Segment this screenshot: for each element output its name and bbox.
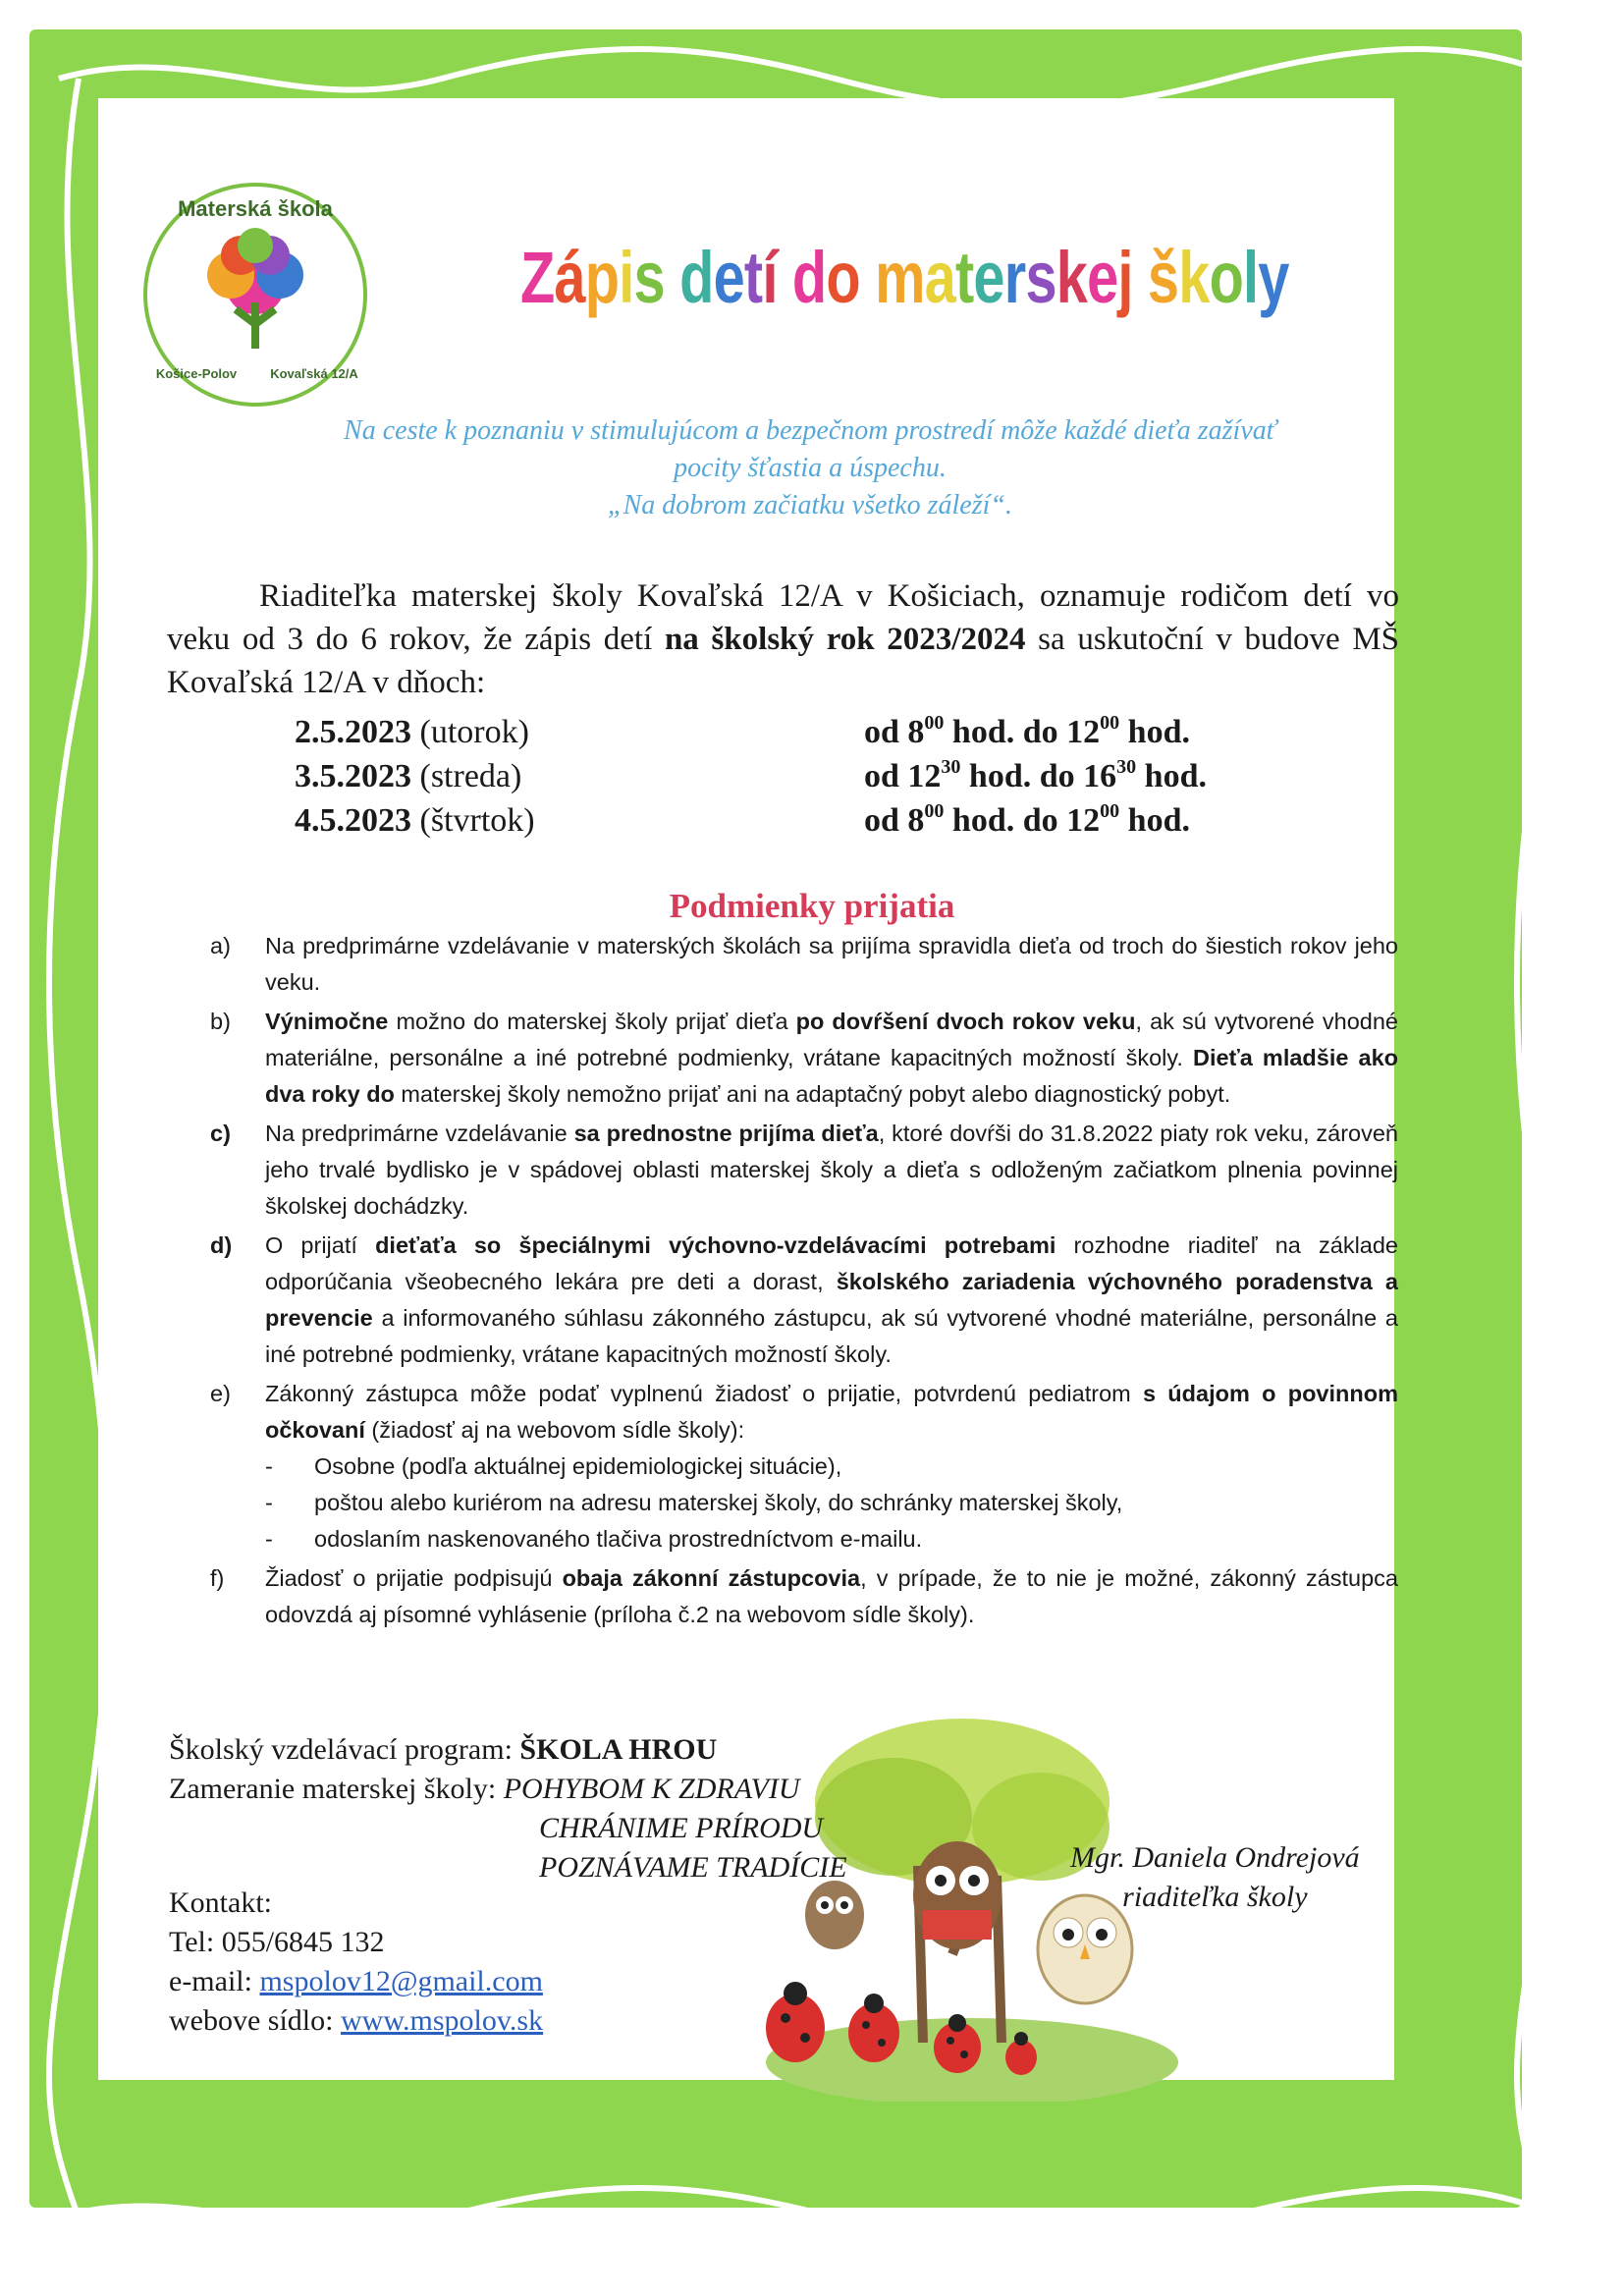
- condition-label: e): [210, 1381, 231, 1406]
- intro-paragraph: [167, 574, 1399, 704]
- to-minute: 30: [1116, 756, 1137, 778]
- from-minute: 30: [941, 756, 961, 778]
- condition-bold: obaja zákonní zástupcovia: [562, 1565, 861, 1591]
- title-letter: s: [1025, 237, 1056, 318]
- title-letter: k: [1056, 237, 1088, 318]
- condition-text: Na predprimárne vzdelávanie: [265, 1121, 574, 1146]
- condition-b: [210, 1004, 1398, 1113]
- from-minute: 00: [924, 712, 945, 734]
- condition-text: (žiadosť aj na webovom sídle školy):: [364, 1417, 745, 1443]
- condition-e: [210, 1376, 1398, 1558]
- condition-text: , ak sú vytvorené vhodné materiálne, personálne a iné potrebné podmienky, vrátane kapacitných možností školy.: [265, 1009, 1399, 1070]
- condition-label: a): [210, 933, 231, 958]
- date-row: [295, 710, 1375, 754]
- motto-line-1: Na ceste k poznaniu v stimulujúcom a bezpečnom prostredí môže každé dieťa zažívať: [344, 415, 1276, 446]
- condition-bold: Dieťa mladšie ako dva roky do: [265, 1045, 1399, 1107]
- date-row: [295, 754, 1375, 798]
- to-hour: 16: [1083, 758, 1117, 794]
- condition-c: [210, 1116, 1398, 1225]
- title-letter: š: [1147, 237, 1179, 318]
- condition-text: , v prípade, že to nie je možné, zákonný zástupca odovzdá aj písomné vyhlásenie (príloha č.2 na webovom sídle školy).: [265, 1565, 1398, 1627]
- focus-label: Zameranie materskej školy:: [169, 1773, 504, 1805]
- title-letter: d: [791, 237, 827, 318]
- website-link[interactable]: www.mspolov.sk: [340, 2004, 544, 2037]
- condition-label: d): [210, 1232, 233, 1258]
- list-item: [265, 1449, 1398, 1485]
- conditions-heading: Podmienky prijatia: [669, 887, 955, 925]
- logo-text-top: Materská škola: [178, 196, 333, 221]
- title-letter: s: [633, 237, 665, 318]
- title-letter: l: [1243, 237, 1259, 318]
- to-minute: 00: [1100, 712, 1120, 734]
- title-letter: [860, 236, 875, 319]
- condition-text: a informovaného súhlasu zákonného zástupcu, ak sú vytvorené vhodné materiálne, personálne a iné potrebné podmienky, vrátane kapacitných možností školy.: [265, 1305, 1398, 1367]
- intro-school-year: na školský rok 2023/2024: [664, 622, 1026, 657]
- condition-bold: po dovŕšení dvoch rokov veku: [795, 1009, 1136, 1034]
- condition-d: [210, 1228, 1398, 1373]
- title-letter: Z: [520, 237, 555, 318]
- title-letter: m: [875, 237, 925, 318]
- condition-bold: sa prednostne prijíma dieťa: [573, 1121, 879, 1146]
- title-letter: y: [1258, 237, 1289, 318]
- condition-label: b): [210, 1009, 231, 1034]
- title-letter: [778, 236, 792, 319]
- ladybug-icon: [848, 1994, 899, 2062]
- condition-text: , ktoré dovŕši do 31.8.2022 piaty rok veku, zároveň jeho trvalé bydlisko je v spádovej oblasti materskej školy a dieťa s odloženým začiatkom plnenia povinnej školskej dochádzky.: [265, 1121, 1399, 1219]
- title-letter: á: [554, 237, 585, 318]
- motto: [177, 412, 1443, 524]
- title-letter: j: [1117, 237, 1133, 318]
- program-label: Školský vzdelávací program:: [169, 1733, 520, 1766]
- intro-text-1: Riaditeľka materskej školy Kovaľská 12/A v Košiciach, oznamuje rodičom detí vo veku od 3 do 6 rokov, že zápis detí: [167, 578, 1399, 657]
- title-letter: í: [762, 237, 778, 318]
- condition-text: Žiadosť o prijatie podpisujú: [265, 1565, 563, 1591]
- logo-text-right: Kovaľská 12/A: [270, 366, 358, 381]
- intro-text-2: sa uskutoční v budove MŠ Kovaľská 12/A v dňoch:: [167, 622, 1400, 700]
- signature-name: Mgr. Daniela Ondrejová: [1070, 1841, 1360, 1874]
- from-hour: 12: [907, 758, 942, 794]
- motto-line-2: pocity šťastia a úspechu.: [674, 453, 947, 483]
- dash: -: [265, 1453, 273, 1479]
- condition-text: Na predprimárne vzdelávanie v materských školách sa prijíma spravidla dieťa od troch do šiestich rokov jeho veku.: [265, 933, 1398, 995]
- list-item: [265, 1521, 1398, 1558]
- condition-bold: školského zariadenia výchovného poradenstva a prevencie: [265, 1269, 1398, 1331]
- school-logo: [137, 177, 373, 412]
- motto-line-3: „Na dobrom začiatku všetko záleží“.: [608, 490, 1012, 520]
- title-letter: e: [713, 237, 744, 318]
- hour-label: hod.: [1144, 758, 1207, 794]
- title-letter: [665, 236, 679, 319]
- title-letter: k: [1178, 237, 1210, 318]
- enrollment-dates: [295, 710, 1375, 843]
- web-label: webove sídlo:: [169, 2004, 341, 2037]
- signature-role: riaditeľka školy: [1122, 1881, 1308, 1913]
- tel-value: 055/6845 132: [221, 1926, 385, 1958]
- title-letter: e: [1087, 237, 1118, 318]
- title-letter: e: [973, 237, 1004, 318]
- title-letter: o: [1209, 237, 1244, 318]
- to-hour: 12: [1066, 714, 1101, 750]
- page-title: [520, 236, 1289, 319]
- focus-item: POZNÁVAME TRADÍCIE: [539, 1851, 847, 1884]
- from-label: od: [864, 802, 899, 839]
- email-label: e-mail:: [169, 1965, 260, 1997]
- ladybug-icon: [766, 1982, 825, 2062]
- date-row: [295, 798, 1375, 843]
- title-letter: t: [743, 237, 763, 318]
- dash: -: [265, 1526, 273, 1552]
- date: 3.5.2023: [295, 758, 411, 794]
- owl-icon: [913, 1841, 1001, 1949]
- from-label: od: [864, 714, 899, 750]
- contact-heading: Kontakt:: [169, 1886, 272, 1919]
- title-letter: i: [619, 237, 634, 318]
- list-item-text: odoslaním naskenovaného tlačiva prostredníctvom e-mailu.: [314, 1526, 923, 1552]
- condition-text: materskej školy nemožno prijať ani na adaptačný pobyt alebo diagnostický pobyt.: [394, 1081, 1231, 1107]
- conditions-list: [210, 928, 1398, 1636]
- to-label: hod. do: [951, 802, 1058, 839]
- date: 2.5.2023: [295, 714, 411, 750]
- dash: -: [265, 1490, 273, 1515]
- title-letter: d: [679, 237, 714, 318]
- owl-icon: [805, 1881, 864, 1949]
- tel-label: Tel:: [169, 1926, 222, 1958]
- contact-block: [169, 1884, 543, 2041]
- from-hour: 8: [907, 714, 925, 750]
- day: (utorok): [411, 714, 529, 750]
- day: (štvrtok): [411, 802, 535, 839]
- title-letter: p: [584, 237, 620, 318]
- to-minute: 00: [1100, 800, 1120, 822]
- hour-label: hod.: [1127, 802, 1190, 839]
- from-hour: 8: [907, 802, 925, 839]
- logo-text-left: Košice-Polov: [155, 366, 238, 381]
- day: (streda): [411, 758, 522, 794]
- condition-f: [210, 1560, 1398, 1633]
- to-hour: 12: [1066, 802, 1101, 839]
- title-letter: r: [1003, 237, 1026, 318]
- signature: [1070, 1838, 1360, 1917]
- title-letter: o: [826, 237, 860, 318]
- condition-label: c): [210, 1121, 231, 1146]
- condition-text: rozhodne riaditeľ na základe odporúčania všeobecného lekára pre deti a dorast,: [265, 1232, 1399, 1294]
- condition-a: [210, 928, 1398, 1001]
- title-letter: t: [954, 237, 974, 318]
- title-letter: [1133, 236, 1148, 319]
- to-label: hod. do: [968, 758, 1075, 794]
- from-minute: 00: [924, 800, 945, 822]
- list-item: [265, 1485, 1398, 1521]
- condition-label: f): [210, 1565, 225, 1591]
- condition-text: možno do materskej školy prijať dieťa: [388, 1009, 796, 1034]
- condition-bold: Výnimočne: [265, 1009, 389, 1034]
- condition-text: O prijatí: [265, 1232, 376, 1258]
- email-link[interactable]: mspolov12@gmail.com: [259, 1965, 543, 1997]
- to-label: hod. do: [951, 714, 1058, 750]
- hour-label: hod.: [1127, 714, 1190, 750]
- focus-item: CHRÁNIME PRÍRODU: [539, 1812, 824, 1844]
- list-item-text: Osobne (podľa aktuálnej epidemiologickej situácie),: [314, 1453, 842, 1479]
- program-name: ŠKOLA HROU: [519, 1733, 718, 1766]
- condition-text: Zákonný zástupca môže podať vyplnenú žiadosť o prijatie, potvrdenú pediatrom: [265, 1381, 1143, 1406]
- date: 4.5.2023: [295, 802, 411, 839]
- focus-item: POHYBOM K ZDRAVIU: [503, 1773, 800, 1805]
- condition-bold: s údajom o povinnom očkovaní: [265, 1381, 1398, 1443]
- school-program: [169, 1730, 847, 1887]
- from-label: od: [864, 758, 899, 794]
- list-item-text: poštou alebo kuriérom na adresu materskej školy, do schránky materskej školy,: [314, 1490, 1123, 1515]
- condition-bold: dieťaťa so špeciálnymi výchovno-vzdelávacími potrebami: [375, 1232, 1056, 1258]
- title-letter: a: [924, 237, 955, 318]
